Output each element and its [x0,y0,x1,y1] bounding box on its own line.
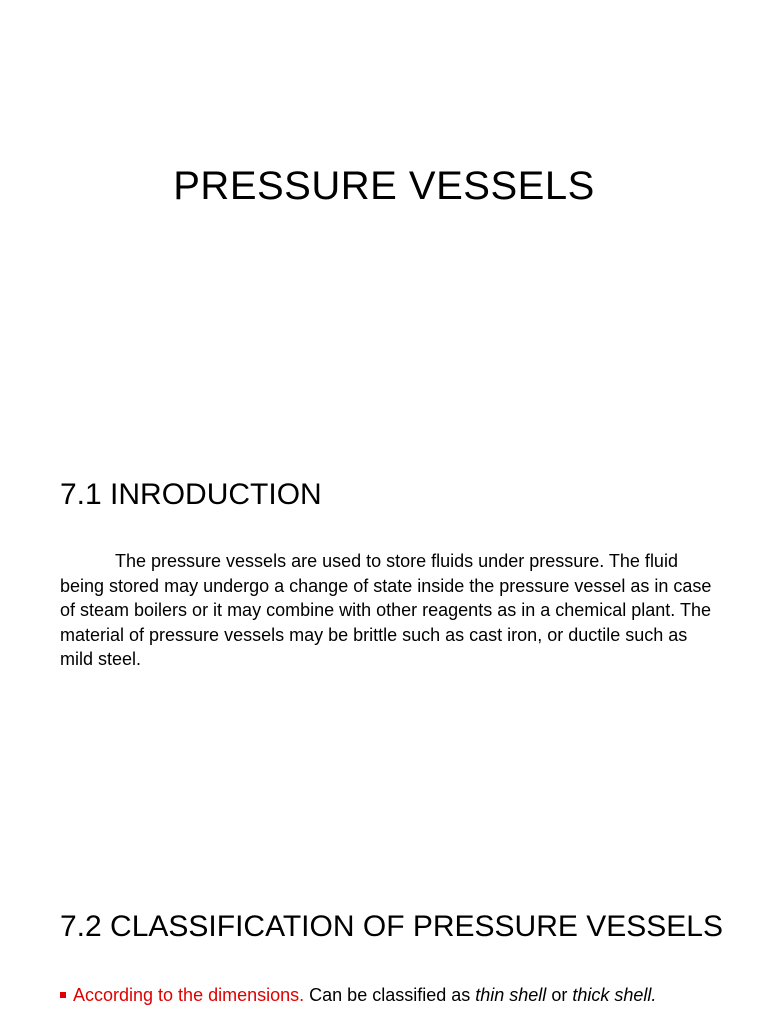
bullet-term-thick-shell: thick shell. [572,985,657,1005]
introduction-paragraph: The pressure vessels are used to store fluids under pressure. The fluid being stored may undergo a change of state inside the pressure vessel as in case of steam boilers or it may combine with other reagents as in a chemical plant. The material of pressure vessels may be brittle such as cast iron, or ductile such as mild steel. [60,551,712,669]
bullet-lead-text: According to the dimensions. [73,985,305,1005]
bullet-term-thin-shell: thin shell [475,985,547,1005]
bullet-connector: or [551,985,568,1005]
square-bullet-icon [60,992,66,998]
section-heading-classification: 7.2 CLASSIFICATION OF PRESSURE VESSELS [60,910,723,943]
bullet-text: Can be classified as [309,985,471,1005]
section-heading-introduction: 7.1 INRODUCTION [60,478,322,511]
classification-bullet [60,983,733,1008]
page-title: PRESSURE VESSELS [173,164,595,208]
